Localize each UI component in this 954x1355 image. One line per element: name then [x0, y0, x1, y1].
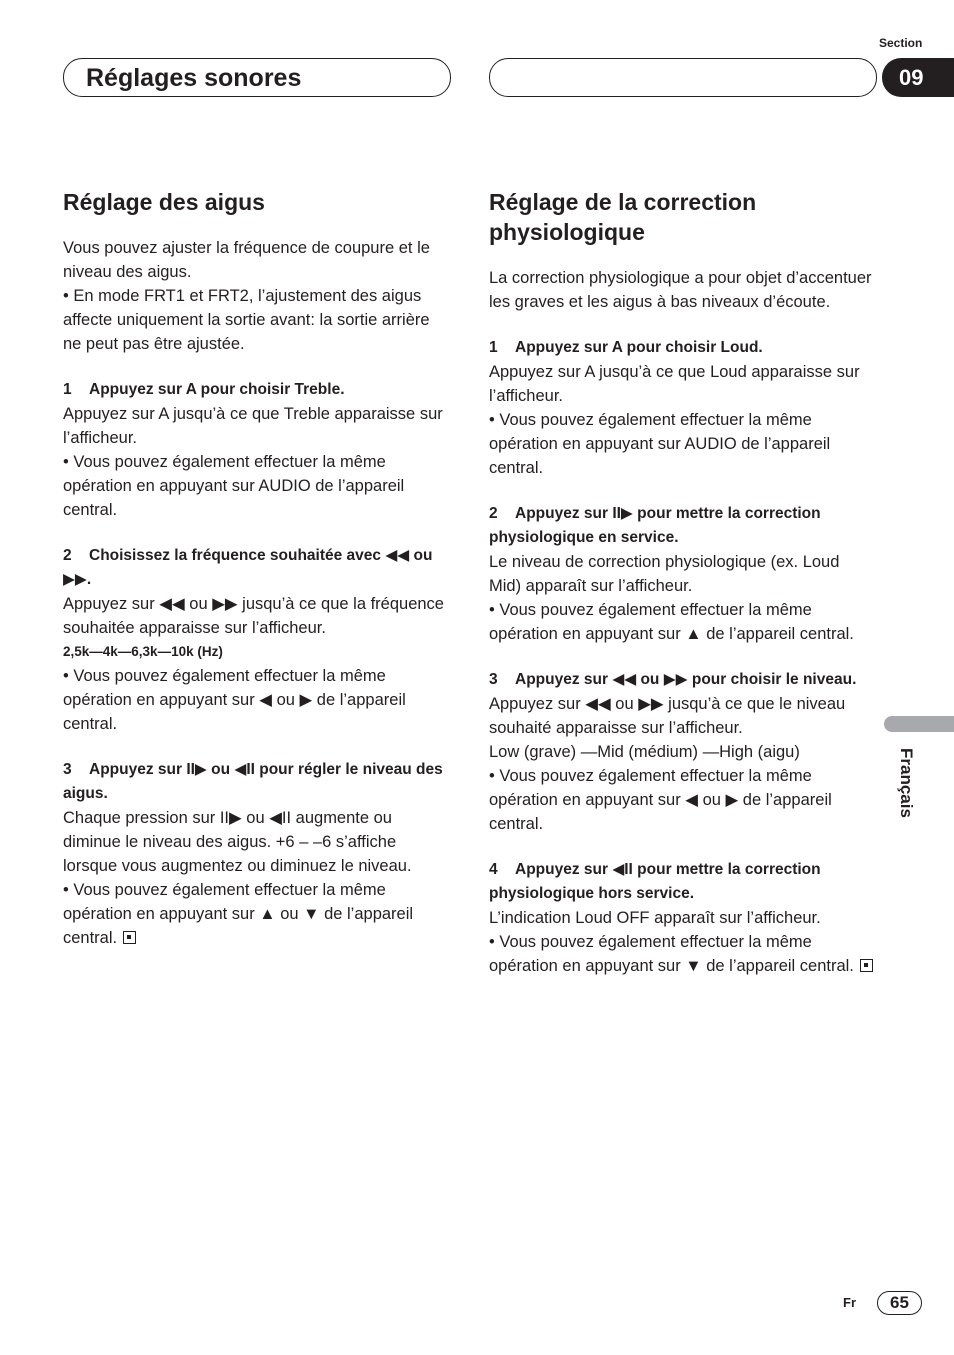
treble-section: [63, 187, 448, 950]
loudness-step-4-title: 4 Appuyez sur ◀II pour mettre la correction physiologique hors service.: [489, 861, 821, 902]
loudness-step-1-body: Appuyez sur A jusqu’à ce que Loud apparaisse sur l’afficheur.: [489, 363, 860, 405]
section-number-badge: 09: [882, 58, 954, 97]
loudness-step-4-body: L’indication Loud OFF apparaît sur l’afficheur.: [489, 909, 821, 927]
language-tab-label: Français: [897, 748, 916, 818]
treble-step-3-title: 3 Appuyez sur II▶ ou ◀II pour régler le niveau des aigus.: [63, 761, 443, 802]
footer-language-code: Fr: [843, 1295, 856, 1310]
treble-step-3-body: Chaque pression sur II▶ ou ◀II augmente ou diminue le niveau des aigus. +6 – –6 s’affiche lorsque vous augmentez ou diminuez le niveau.: [63, 809, 412, 875]
language-tab-marker: [884, 716, 954, 732]
end-mark-icon: [860, 959, 873, 972]
loudness-step-1-note: • Vous pouvez également effectuer la même opération en appuyant sur AUDIO de l’appareil central.: [489, 411, 831, 477]
treble-step-1-title: 1 Appuyez sur A pour choisir Treble.: [63, 381, 345, 398]
loudness-step-3-body: Appuyez sur ◀◀ ou ▶▶ jusqu’à ce que le niveau souhaité apparaisse sur l’afficheur.: [489, 695, 846, 737]
section-label: Section: [879, 36, 923, 50]
header-title-box: [63, 58, 451, 97]
loudness-step-1-title: 1 Appuyez sur A pour choisir Loud.: [489, 339, 763, 356]
loudness-intro: La correction physiologique a pour objet d’accentuer les graves et les aigus à bas niveaux d’écoute.: [489, 269, 872, 311]
loudness-step-2-note: • Vous pouvez également effectuer la même opération en appuyant sur ▲ de l’appareil central.: [489, 601, 854, 643]
treble-step-2-body: Appuyez sur ◀◀ ou ▶▶ jusqu’à ce que la fréquence souhaitée apparaisse sur l’afficheur.: [63, 595, 444, 637]
treble-step-1-note: • Vous pouvez également effectuer la même opération en appuyant sur AUDIO de l’appareil central.: [63, 453, 405, 519]
loudness-step-2-title: 2 Appuyez sur II▶ pour mettre la correction physiologique en service.: [489, 505, 821, 546]
treble-intro: Vous pouvez ajuster la fréquence de coupure et le niveau des aigus.: [63, 239, 430, 281]
treble-step-3-note: • Vous pouvez également effectuer la même opération en appuyant sur ▲ ou ▼ de l’appareil central.: [63, 881, 414, 947]
treble-step-2-note: • Vous pouvez également effectuer la même opération en appuyant sur ◀ ou ▶ de l’appareil central.: [63, 667, 406, 733]
treble-step-2-title: 2 Choisissez la fréquence souhaitée avec ◀◀ ou ▶▶.: [63, 547, 433, 588]
loudness-step-2-body: Le niveau de correction physiologique (ex. Loud Mid) apparaît sur l’afficheur.: [489, 553, 840, 595]
loudness-level-values: Low (grave) —Mid (médium) —High (aigu): [489, 743, 800, 761]
treble-step-1-body: Appuyez sur A jusqu’à ce que Treble apparaisse sur l’afficheur.: [63, 405, 443, 447]
loudness-step-3-note: • Vous pouvez également effectuer la même opération en appuyant sur ◀ ou ▶ de l’appareil central.: [489, 767, 832, 833]
treble-intro-note: • En mode FRT1 et FRT2, l’ajustement des aigus affecte uniquement la sortie avant: la sortie arrière ne peut pas être ajustée.: [63, 287, 430, 353]
loudness-heading: Réglage de la correction physiologique: [489, 189, 757, 245]
end-mark-icon: [123, 931, 136, 944]
treble-frequency-values: 2,5k—4k—6,3k—10k (Hz): [63, 644, 223, 659]
page-title: Réglages sonores: [86, 64, 302, 92]
treble-heading: Réglage des aigus: [63, 189, 265, 215]
page-number: 65: [877, 1291, 922, 1315]
loudness-section: [489, 187, 874, 978]
header-blank-box: [489, 58, 877, 97]
loudness-step-4-note: • Vous pouvez également effectuer la même opération en appuyant sur ▼ de l’appareil central.: [489, 930, 874, 978]
loudness-step-3-title: 3 Appuyez sur ◀◀ ou ▶▶ pour choisir le niveau.: [489, 671, 857, 688]
